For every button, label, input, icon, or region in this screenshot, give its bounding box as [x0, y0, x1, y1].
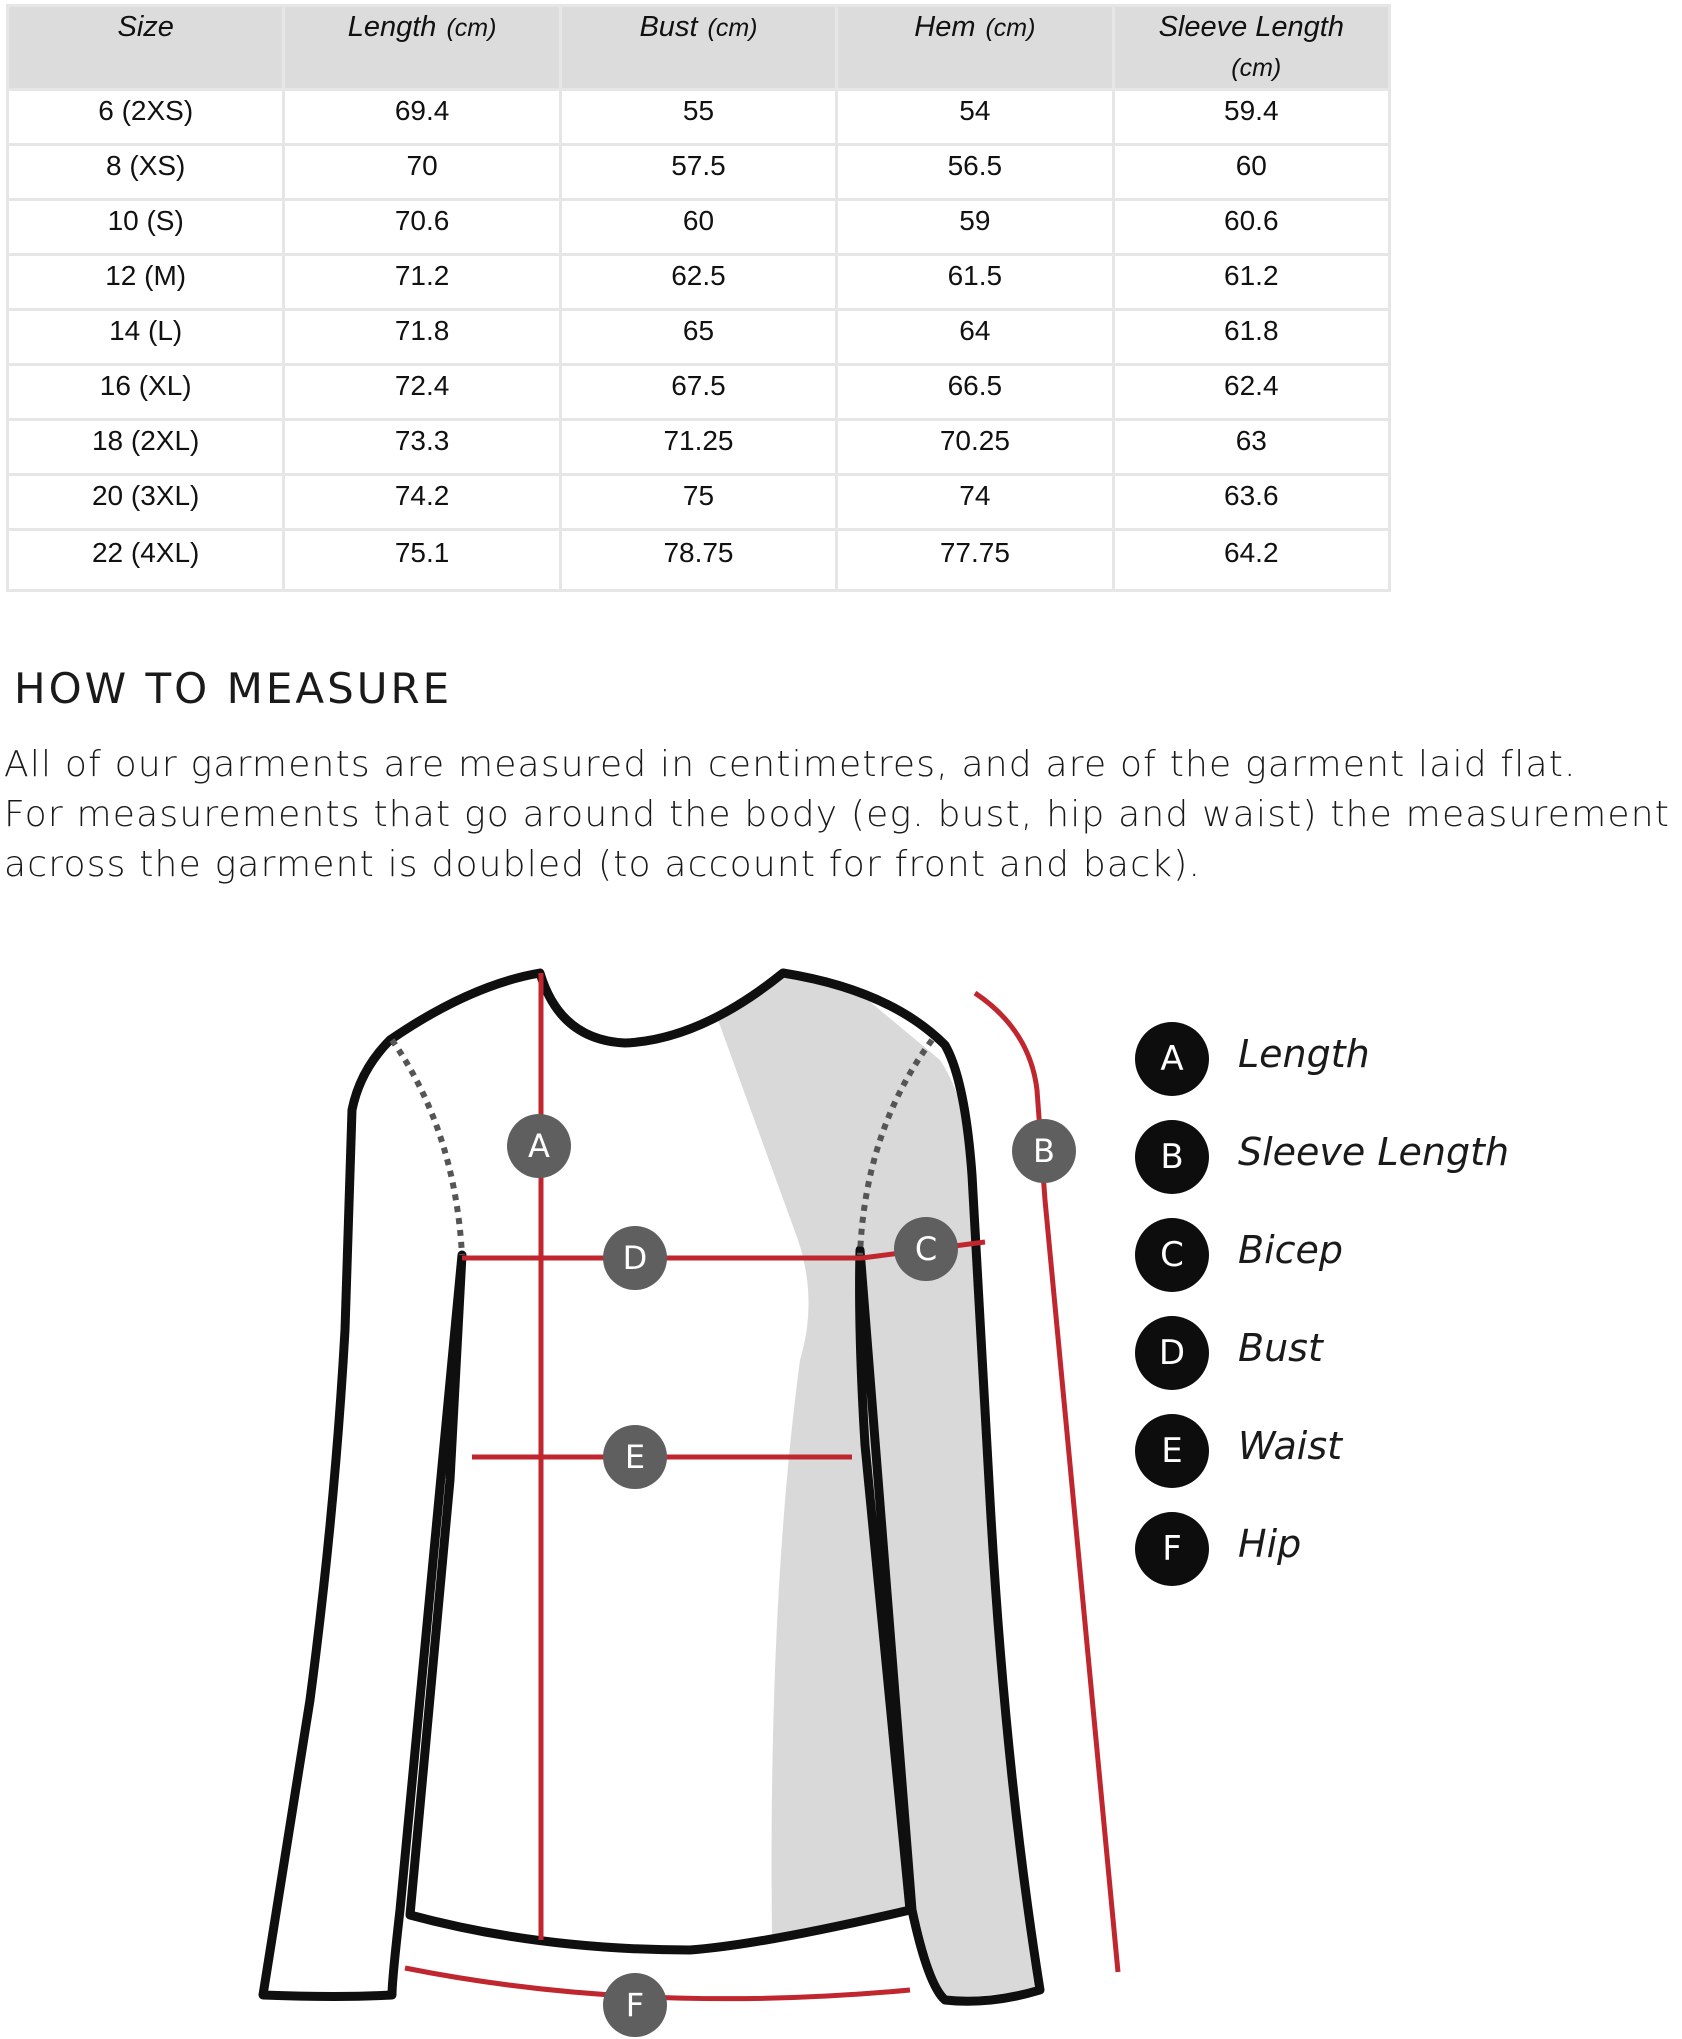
marker-b	[1012, 1119, 1076, 1183]
column-header-label: Hem	[914, 11, 976, 43]
column-header-label: Size	[117, 11, 174, 43]
table-cell: 60.6	[1113, 200, 1389, 255]
table-cell: 54	[837, 90, 1113, 145]
table-cell: 8 (XS)	[8, 145, 284, 200]
column-header-unit: (cm)	[707, 14, 758, 42]
how-to-measure-line: All of our garments are measured in centimetres, and are of the garment laid flat.	[4, 744, 1577, 785]
table-cell: 66.5	[837, 365, 1113, 420]
header-row	[8, 6, 1390, 90]
column-header-bust	[560, 6, 836, 90]
legend-badge: A	[1135, 1022, 1209, 1096]
table-cell: 61.5	[837, 255, 1113, 310]
table-cell: 56.5	[837, 145, 1113, 200]
table-cell: 71.25	[560, 420, 836, 475]
table-cell: 64	[837, 310, 1113, 365]
table-cell: 20 (3XL)	[8, 475, 284, 530]
table-row	[8, 420, 1390, 475]
table-cell: 67.5	[560, 365, 836, 420]
how-to-measure-title: HOW TO MEASURE	[14, 664, 453, 713]
marker-b-label: B	[1033, 1132, 1055, 1170]
how-to-measure-line: across the garment is doubled (to account for front and back).	[4, 844, 1202, 885]
table-row	[8, 145, 1390, 200]
column-header-label: Sleeve Length	[1158, 11, 1344, 43]
table-cell: 71.2	[284, 255, 560, 310]
table-cell: 62.5	[560, 255, 836, 310]
table-cell: 63.6	[1113, 475, 1389, 530]
table-row	[8, 200, 1390, 255]
table-cell: 75	[560, 475, 836, 530]
marker-e	[603, 1425, 667, 1489]
marker-c	[894, 1217, 958, 1281]
table-cell: 61.2	[1113, 255, 1389, 310]
how-to-measure-text	[4, 740, 1679, 890]
legend-badge: B	[1135, 1120, 1209, 1194]
marker-d	[603, 1226, 667, 1290]
table-cell: 6 (2XS)	[8, 90, 284, 145]
table-cell: 10 (S)	[8, 200, 284, 255]
table-cell: 61.8	[1113, 310, 1389, 365]
size-chart-table	[6, 4, 1391, 592]
legend-label: Hip	[1238, 1522, 1302, 1566]
column-header-label: Length	[347, 11, 437, 43]
size-chart-body	[8, 90, 1390, 591]
table-row	[8, 255, 1390, 310]
table-cell: 74.2	[284, 475, 560, 530]
table-cell: 16 (XL)	[8, 365, 284, 420]
marker-a-label: A	[528, 1127, 550, 1165]
table-cell: 14 (L)	[8, 310, 284, 365]
armhole-seam-left	[392, 1040, 462, 1255]
marker-e-label: E	[624, 1438, 646, 1476]
table-cell: 78.75	[560, 530, 836, 591]
table-cell: 70.25	[837, 420, 1113, 475]
table-row	[8, 310, 1390, 365]
table-cell: 64.2	[1113, 530, 1389, 591]
column-header-label: Bust	[639, 11, 698, 43]
table-cell: 70.6	[284, 200, 560, 255]
table-cell: 71.8	[284, 310, 560, 365]
table-cell: 59	[837, 200, 1113, 255]
table-row	[8, 90, 1390, 145]
legend-label: Bicep	[1238, 1228, 1344, 1272]
legend-badge: F	[1135, 1512, 1209, 1586]
size-chart-header	[8, 6, 1390, 90]
marker-d-label: D	[622, 1239, 648, 1277]
column-header-size	[8, 6, 284, 90]
table-cell: 74	[837, 475, 1113, 530]
legend-label: Sleeve Length	[1238, 1130, 1510, 1174]
table-row	[8, 475, 1390, 530]
table-row	[8, 365, 1390, 420]
table-cell: 65	[560, 310, 836, 365]
table-cell: 70	[284, 145, 560, 200]
column-header-unit: (cm)	[985, 14, 1036, 42]
column-header-sleeve-length	[1113, 6, 1389, 90]
legend-label: Length	[1238, 1032, 1370, 1076]
table-cell: 18 (2XL)	[8, 420, 284, 475]
legend-label: Waist	[1238, 1424, 1343, 1468]
garment-measurement-diagram	[0, 940, 1130, 2039]
marker-a	[507, 1114, 571, 1178]
table-cell: 22 (4XL)	[8, 530, 284, 591]
legend-badge: C	[1135, 1218, 1209, 1292]
table-cell: 73.3	[284, 420, 560, 475]
table-cell: 59.4	[1113, 90, 1389, 145]
table-cell: 60	[560, 200, 836, 255]
how-to-measure-line: For measurements that go around the body (eg. bust, hip and waist) the measurement	[4, 794, 1671, 835]
column-header-unit: (cm)	[446, 14, 497, 42]
legend-label: Bust	[1238, 1326, 1323, 1370]
table-cell: 69.4	[284, 90, 560, 145]
marker-f	[603, 1973, 667, 2037]
table-row	[8, 530, 1390, 591]
marker-f-label: F	[625, 1986, 645, 2024]
marker-c-label: C	[914, 1230, 938, 1268]
table-cell: 75.1	[284, 530, 560, 591]
table-cell: 77.75	[837, 530, 1113, 591]
table-cell: 12 (M)	[8, 255, 284, 310]
legend-badge: E	[1135, 1414, 1209, 1488]
table-cell: 72.4	[284, 365, 560, 420]
column-header-hem	[837, 6, 1113, 90]
table-cell: 57.5	[560, 145, 836, 200]
legend-badge: D	[1135, 1316, 1209, 1390]
column-header-length	[284, 6, 560, 90]
table-cell: 63	[1113, 420, 1389, 475]
table-cell: 55	[560, 90, 836, 145]
table-cell: 62.4	[1113, 365, 1389, 420]
table-cell: 60	[1113, 145, 1389, 200]
column-header-unit: (cm)	[1231, 54, 1282, 82]
